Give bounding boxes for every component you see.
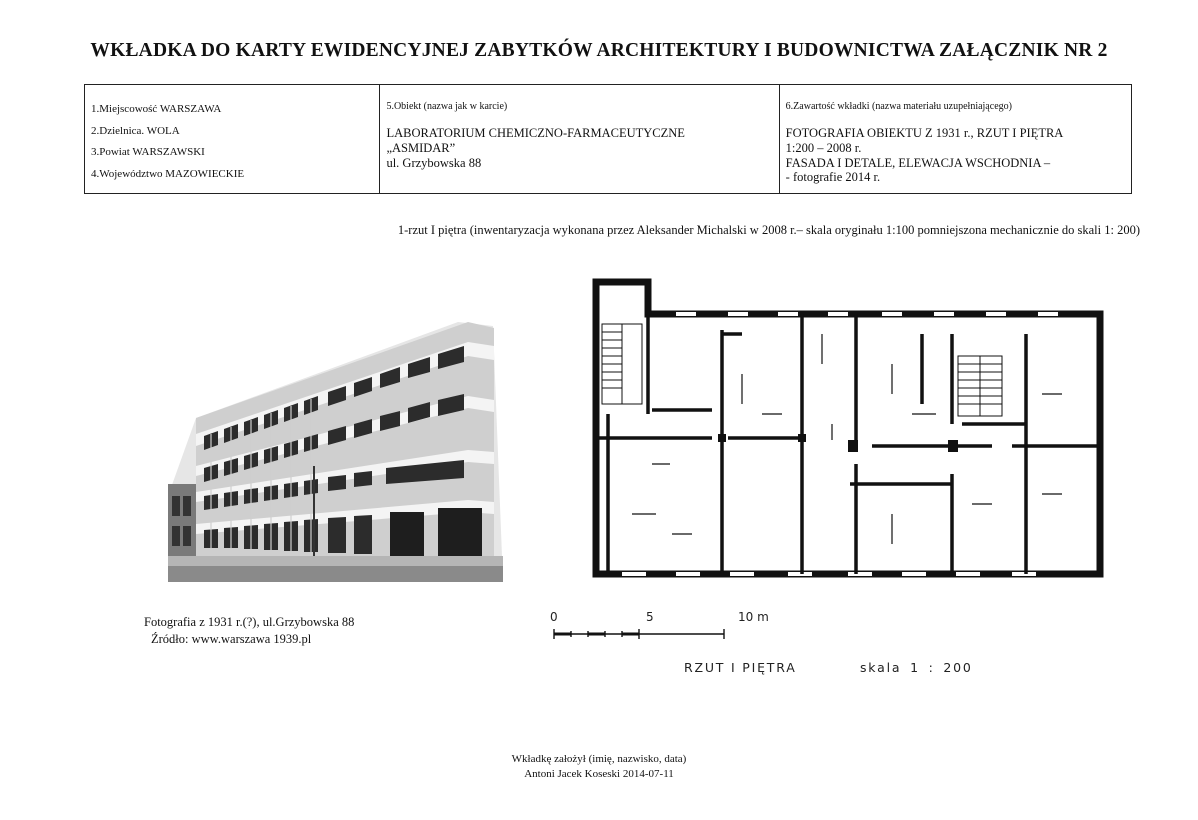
object-name-line1: LABORATORIUM CHEMICZNO-FARMACEUTYCZNE [386, 126, 685, 140]
object-label: 5.Obiekt (nazwa jak w karcie) [386, 101, 508, 112]
district-field: 2.Dzielnica. WOLA [91, 124, 180, 137]
author-footer [0, 752, 1198, 782]
object-address: ul. Grzybowska 88 [386, 155, 482, 170]
plan-scale: skala 1 : 200 [860, 660, 973, 675]
voivodeship-field: 4.Województwo MAZOWIECKIE [91, 167, 245, 180]
location-cell [85, 85, 380, 193]
photo-caption [144, 614, 354, 648]
scale-label-10: 10 m [738, 610, 769, 624]
scale-label-5: 5 [646, 610, 654, 624]
plan-title: RZUT I PIĘTRA [684, 660, 797, 675]
floor-plan-drawing [592, 274, 1104, 586]
object-cell [380, 85, 779, 193]
page-title: WKŁADKA DO KARTY EWIDENCYJNEJ ZABYTKÓW ARCHITEKTURY I BUDOWNICTWA ZAŁĄCZNIK NR 2 [90, 40, 1108, 61]
plan-note: 1-rzut I piętra (inwentaryzacja wykonana przez Aleksander Michalski w 2008 r.– skala oryginału 1:100 pomniejszona mechanicznie do skali 1: 200) [397, 223, 1140, 237]
contents-line1: FOTOGRAFIA OBIEKTU Z 1931 r., RZUT I PIĘTRA [785, 126, 1064, 140]
locality-field: 1.Miejscowość WARSZAWA [91, 103, 222, 115]
county-field: 3.Powiat WARSZAWSKI [91, 146, 205, 158]
historical-building-photo [168, 316, 503, 582]
contents-cell [780, 85, 1131, 193]
record-card-table [84, 84, 1132, 194]
photo-caption-line1: Fotografia z 1931 r.(?), ul.Grzybowska 88 [144, 615, 355, 629]
scale-label-0: 0 [550, 610, 558, 624]
contents-line3: FASADA I DETALE, ELEWACJA WSCHODNIA – [785, 155, 1051, 170]
scale-bar [550, 626, 730, 642]
photo-source: Źródło: www.warszawa 1939.pl [151, 631, 312, 646]
author-name-date: Antoni Jacek Koseski 2014-07-11 [524, 767, 674, 780]
contents-line2: 1:200 – 2008 r. [785, 140, 862, 155]
contents-label: 6.Zawartość wkładki (nazwa materiału uzupełniającego) [785, 101, 1012, 112]
object-name-line2: „ASMIDAR” [386, 140, 456, 155]
contents-line4: - fotografie 2014 r. [785, 170, 881, 185]
author-label: Wkładkę założył (imię, nazwisko, data) [511, 753, 687, 765]
